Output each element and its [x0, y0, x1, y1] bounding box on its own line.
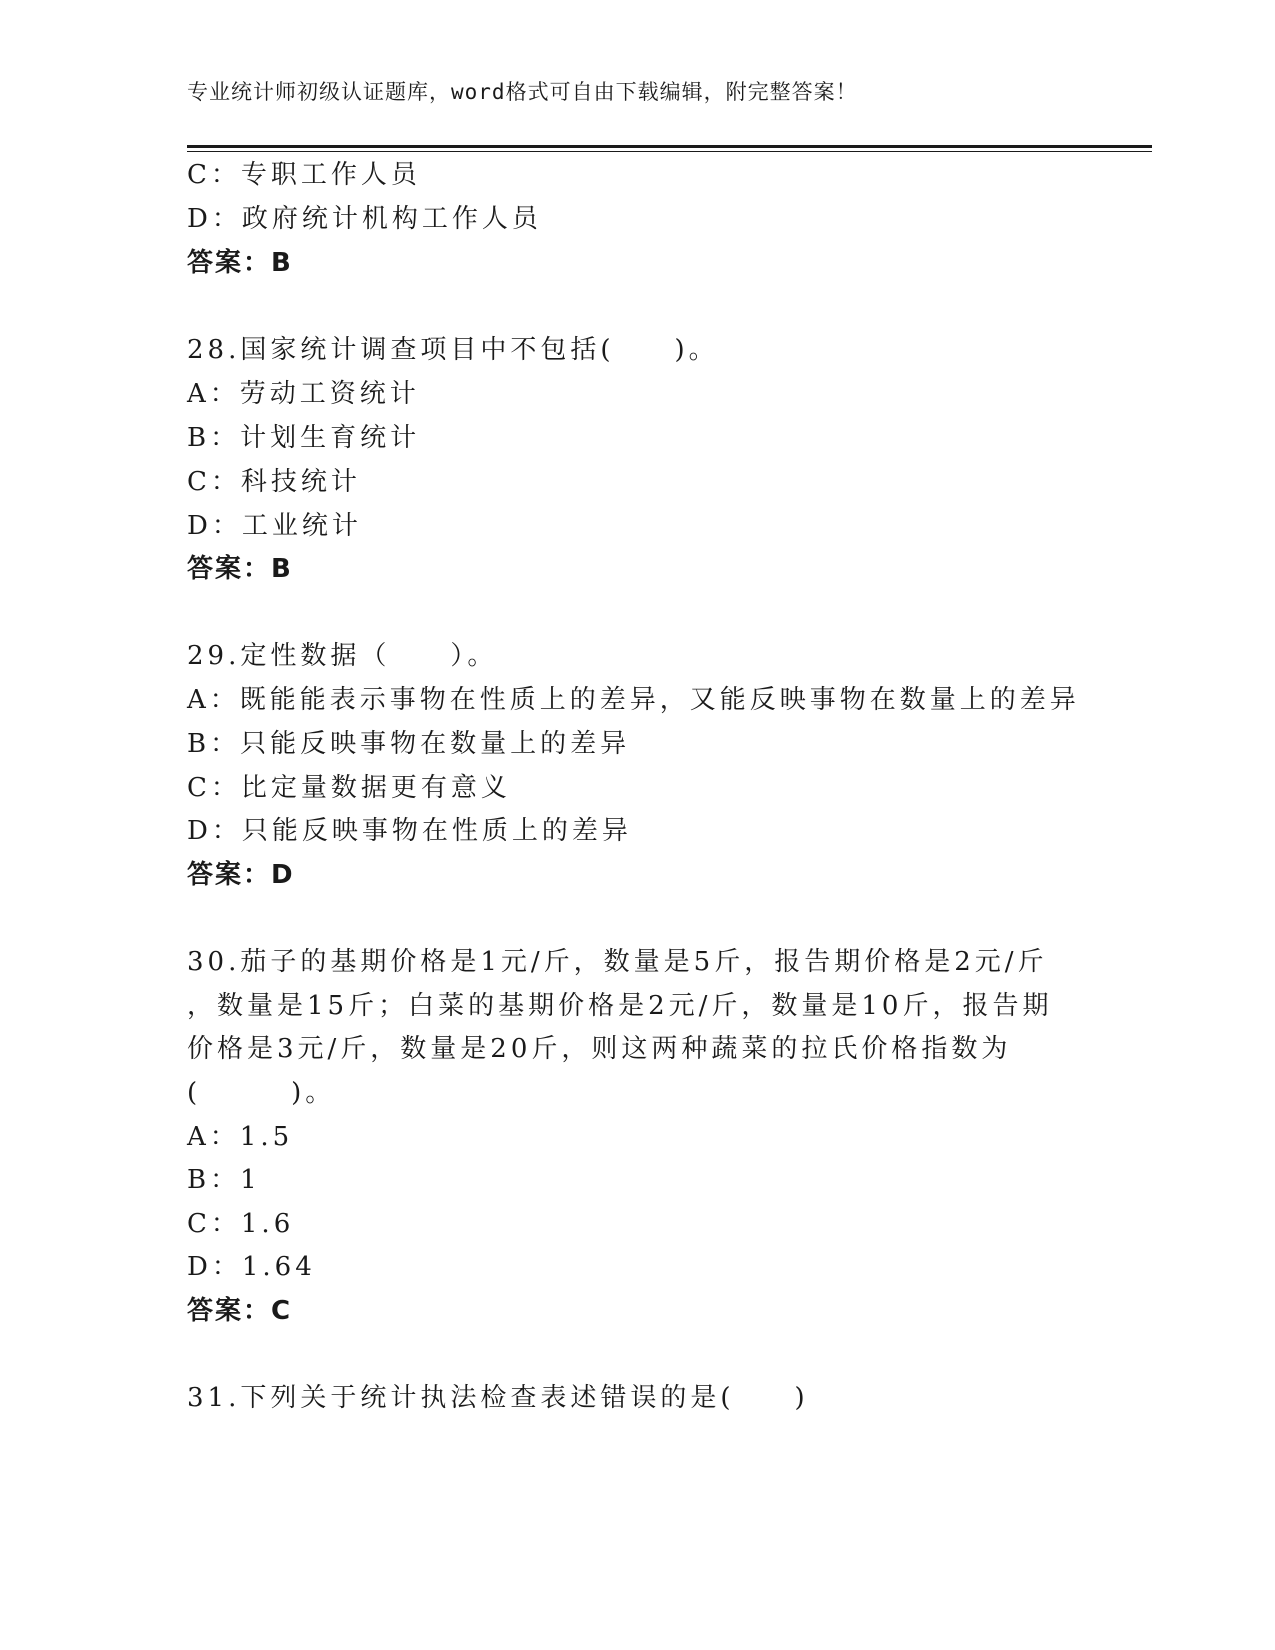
q28-option-a: A：劳动工资统计 [187, 379, 420, 409]
q30-stem-line-2: ，数量是15斤；白菜的基期价格是2元/斤，数量是10斤，报告期 [187, 991, 1053, 1021]
q30-stem-line-4: ( )。 [187, 1078, 336, 1108]
q27-option-d: D：政府统计机构工作人员 [187, 204, 542, 234]
q29-option-b: B：只能反映事物在数量上的差异 [187, 729, 631, 759]
q29-option-d: D：只能反映事物在性质上的差异 [187, 816, 632, 846]
q30-option-b: B：1 [187, 1165, 261, 1195]
q30-answer: 答案：C [187, 1296, 293, 1326]
q27-option-c: C：专职工作人员 [187, 160, 421, 190]
page-header: 专业统计师初级认证题库，word格式可自由下载编辑，附完整答案！ [187, 80, 858, 104]
q29-answer: 答案：D [187, 860, 295, 890]
q27-answer: 答案：B [187, 248, 293, 278]
q30-stem-line-3: 价格是3元/斤，数量是20斤，则这两种蔬菜的拉氏价格指数为 [187, 1034, 1012, 1064]
q29-option-a: A：既能能表示事物在性质上的差异，又能反映事物在数量上的差异 [187, 685, 1080, 715]
q28-option-d: D：工业统计 [187, 511, 362, 541]
q28-option-c: C：科技统计 [187, 467, 361, 497]
q29-stem: 29.定性数据（ ）。 [187, 641, 498, 671]
q30-option-c: C：1.6 [187, 1209, 295, 1239]
q28-answer: 答案：B [187, 554, 293, 584]
q30-option-d: D：1.64 [187, 1252, 316, 1282]
header-rule-thick [187, 145, 1152, 148]
q30-stem-line-1: 30.茄子的基期价格是1元/斤，数量是5斤，报告期价格是2元/斤 [187, 947, 1048, 977]
q28-option-b: B：计划生育统计 [187, 423, 421, 453]
q29-option-c: C：比定量数据更有意义 [187, 773, 511, 803]
q31-stem: 31.下列关于统计执法检查表述错误的是( ) [187, 1383, 809, 1413]
q28-stem: 28.国家统计调查项目中不包括( )。 [187, 335, 719, 365]
header-rule-thin [187, 151, 1152, 152]
q30-option-a: A：1.5 [187, 1122, 294, 1152]
